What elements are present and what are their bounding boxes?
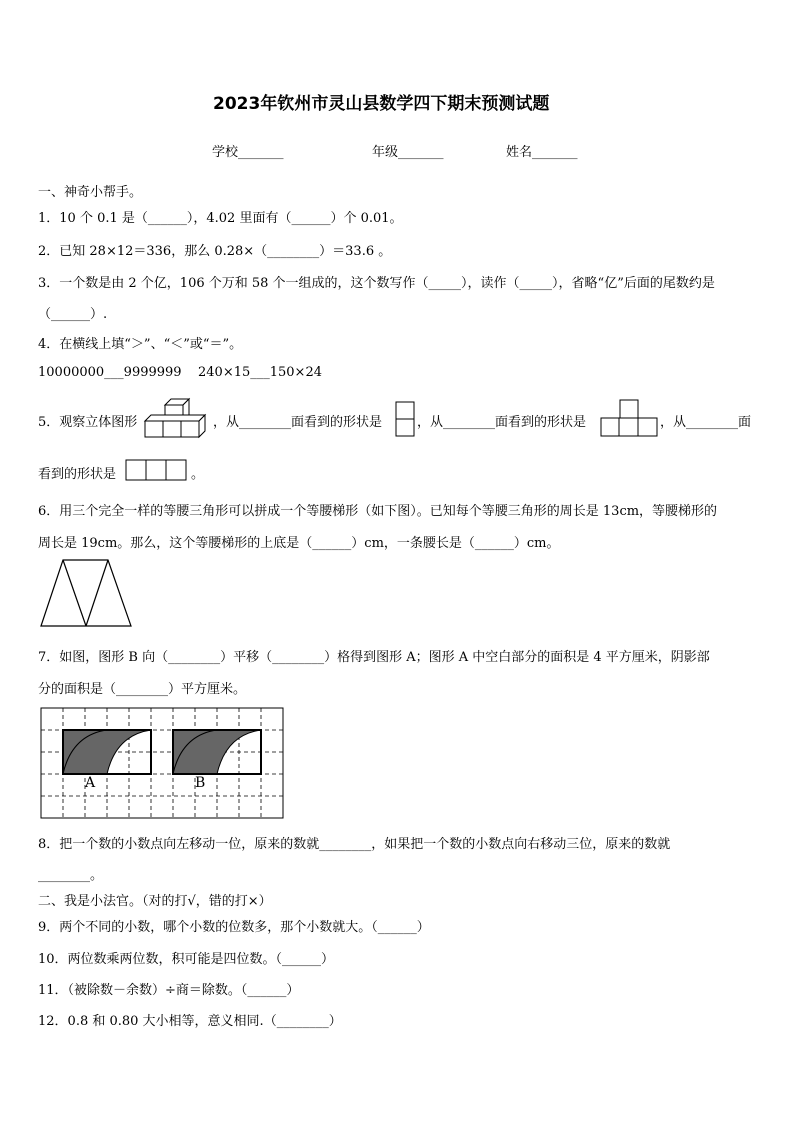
question-12: 12．0.8 和 0.80 大小相等，意义相同.（________） xyxy=(38,1014,342,1029)
question-5-part5: 看到的形状是 xyxy=(38,467,117,482)
section1-heading: 一、神奇小帮手。 xyxy=(38,185,143,200)
trapezoid-figure xyxy=(40,558,132,628)
name-field: 姓名_______ xyxy=(506,145,578,160)
shape-three-squares-row xyxy=(125,459,187,481)
grade-field: 年级_______ xyxy=(372,145,444,160)
question-5-part6: 。 xyxy=(191,467,205,482)
question-5-part4: ，从________面 xyxy=(660,415,752,430)
question-4-compare-a: 10000000___9999999 xyxy=(38,365,182,380)
question-3-line1: 3．一个数是由 2 个亿，106 个万和 58 个一组成的，这个数写作（_____），读作（_____），省略“亿”后面的尾数约是 xyxy=(38,276,715,291)
question-4-compare-b: 240×15___150×24 xyxy=(198,365,322,380)
question-1: 1．10 个 0.1 是（______），4.02 里面有（______）个 0.01。 xyxy=(38,211,403,226)
question-11: 11．（被除数－余数）÷商＝除数。（______） xyxy=(38,983,300,998)
question-7-line2: 分的面积是（________）平方厘米。 xyxy=(38,682,247,697)
question-5-part3: ，从________面看到的形状是 xyxy=(417,415,587,430)
question-5-part1: 5．观察立体图形 xyxy=(38,415,138,430)
question-2: 2．已知 28×12＝336，那么 0.28×（________）＝33.6 。 xyxy=(38,244,392,259)
shape-vertical-two-squares xyxy=(395,401,415,437)
question-9: 9．两个不同的小数，哪个小数的位数多，那个小数就大。（______） xyxy=(38,920,430,935)
question-6-line2: 周长是 19cm。那么，这个等腰梯形的上底是（______）cm，一条腰长是（______）cm。 xyxy=(38,536,560,551)
question-8-line2: ________。 xyxy=(38,868,104,883)
figure-label-a: A xyxy=(85,775,96,791)
question-10: 10．两位数乘两位数，积可能是四位数。（______） xyxy=(38,952,335,967)
question-7-line1: 7．如图，图形 B 向（________）平移（________）格得到图形 A；图形 A 中空白部分的面积是 4 平方厘米，阴影部 xyxy=(38,650,710,665)
question-4: 4．在横线上填“＞”、“＜”或“＝”。 xyxy=(38,337,243,352)
section2-heading: 二、我是小法官。（对的打√，错的打×） xyxy=(38,894,272,909)
question-3-line2: （______）. xyxy=(38,307,108,322)
figure-label-b: B xyxy=(195,775,206,791)
cube-stack-figure xyxy=(143,397,211,443)
question-5-part2: ，从________面看到的形状是 xyxy=(213,415,383,430)
shape-inverted-t xyxy=(600,399,658,437)
page-title: 2023年钦州市灵山县数学四下期末预测试题 xyxy=(213,94,550,114)
question-8-line1: 8．把一个数的小数点向左移动一位，原来的数就________，如果把一个数的小数点向右移动三位，原来的数就 xyxy=(38,837,671,852)
school-field: 学校_______ xyxy=(212,145,284,160)
question-6-line1: 6．用三个完全一样的等腰三角形可以拼成一个等腰梯形（如下图）。已知每个等腰三角形的周长是 13cm，等腰梯形的 xyxy=(38,504,718,519)
grid-figure xyxy=(40,707,284,819)
